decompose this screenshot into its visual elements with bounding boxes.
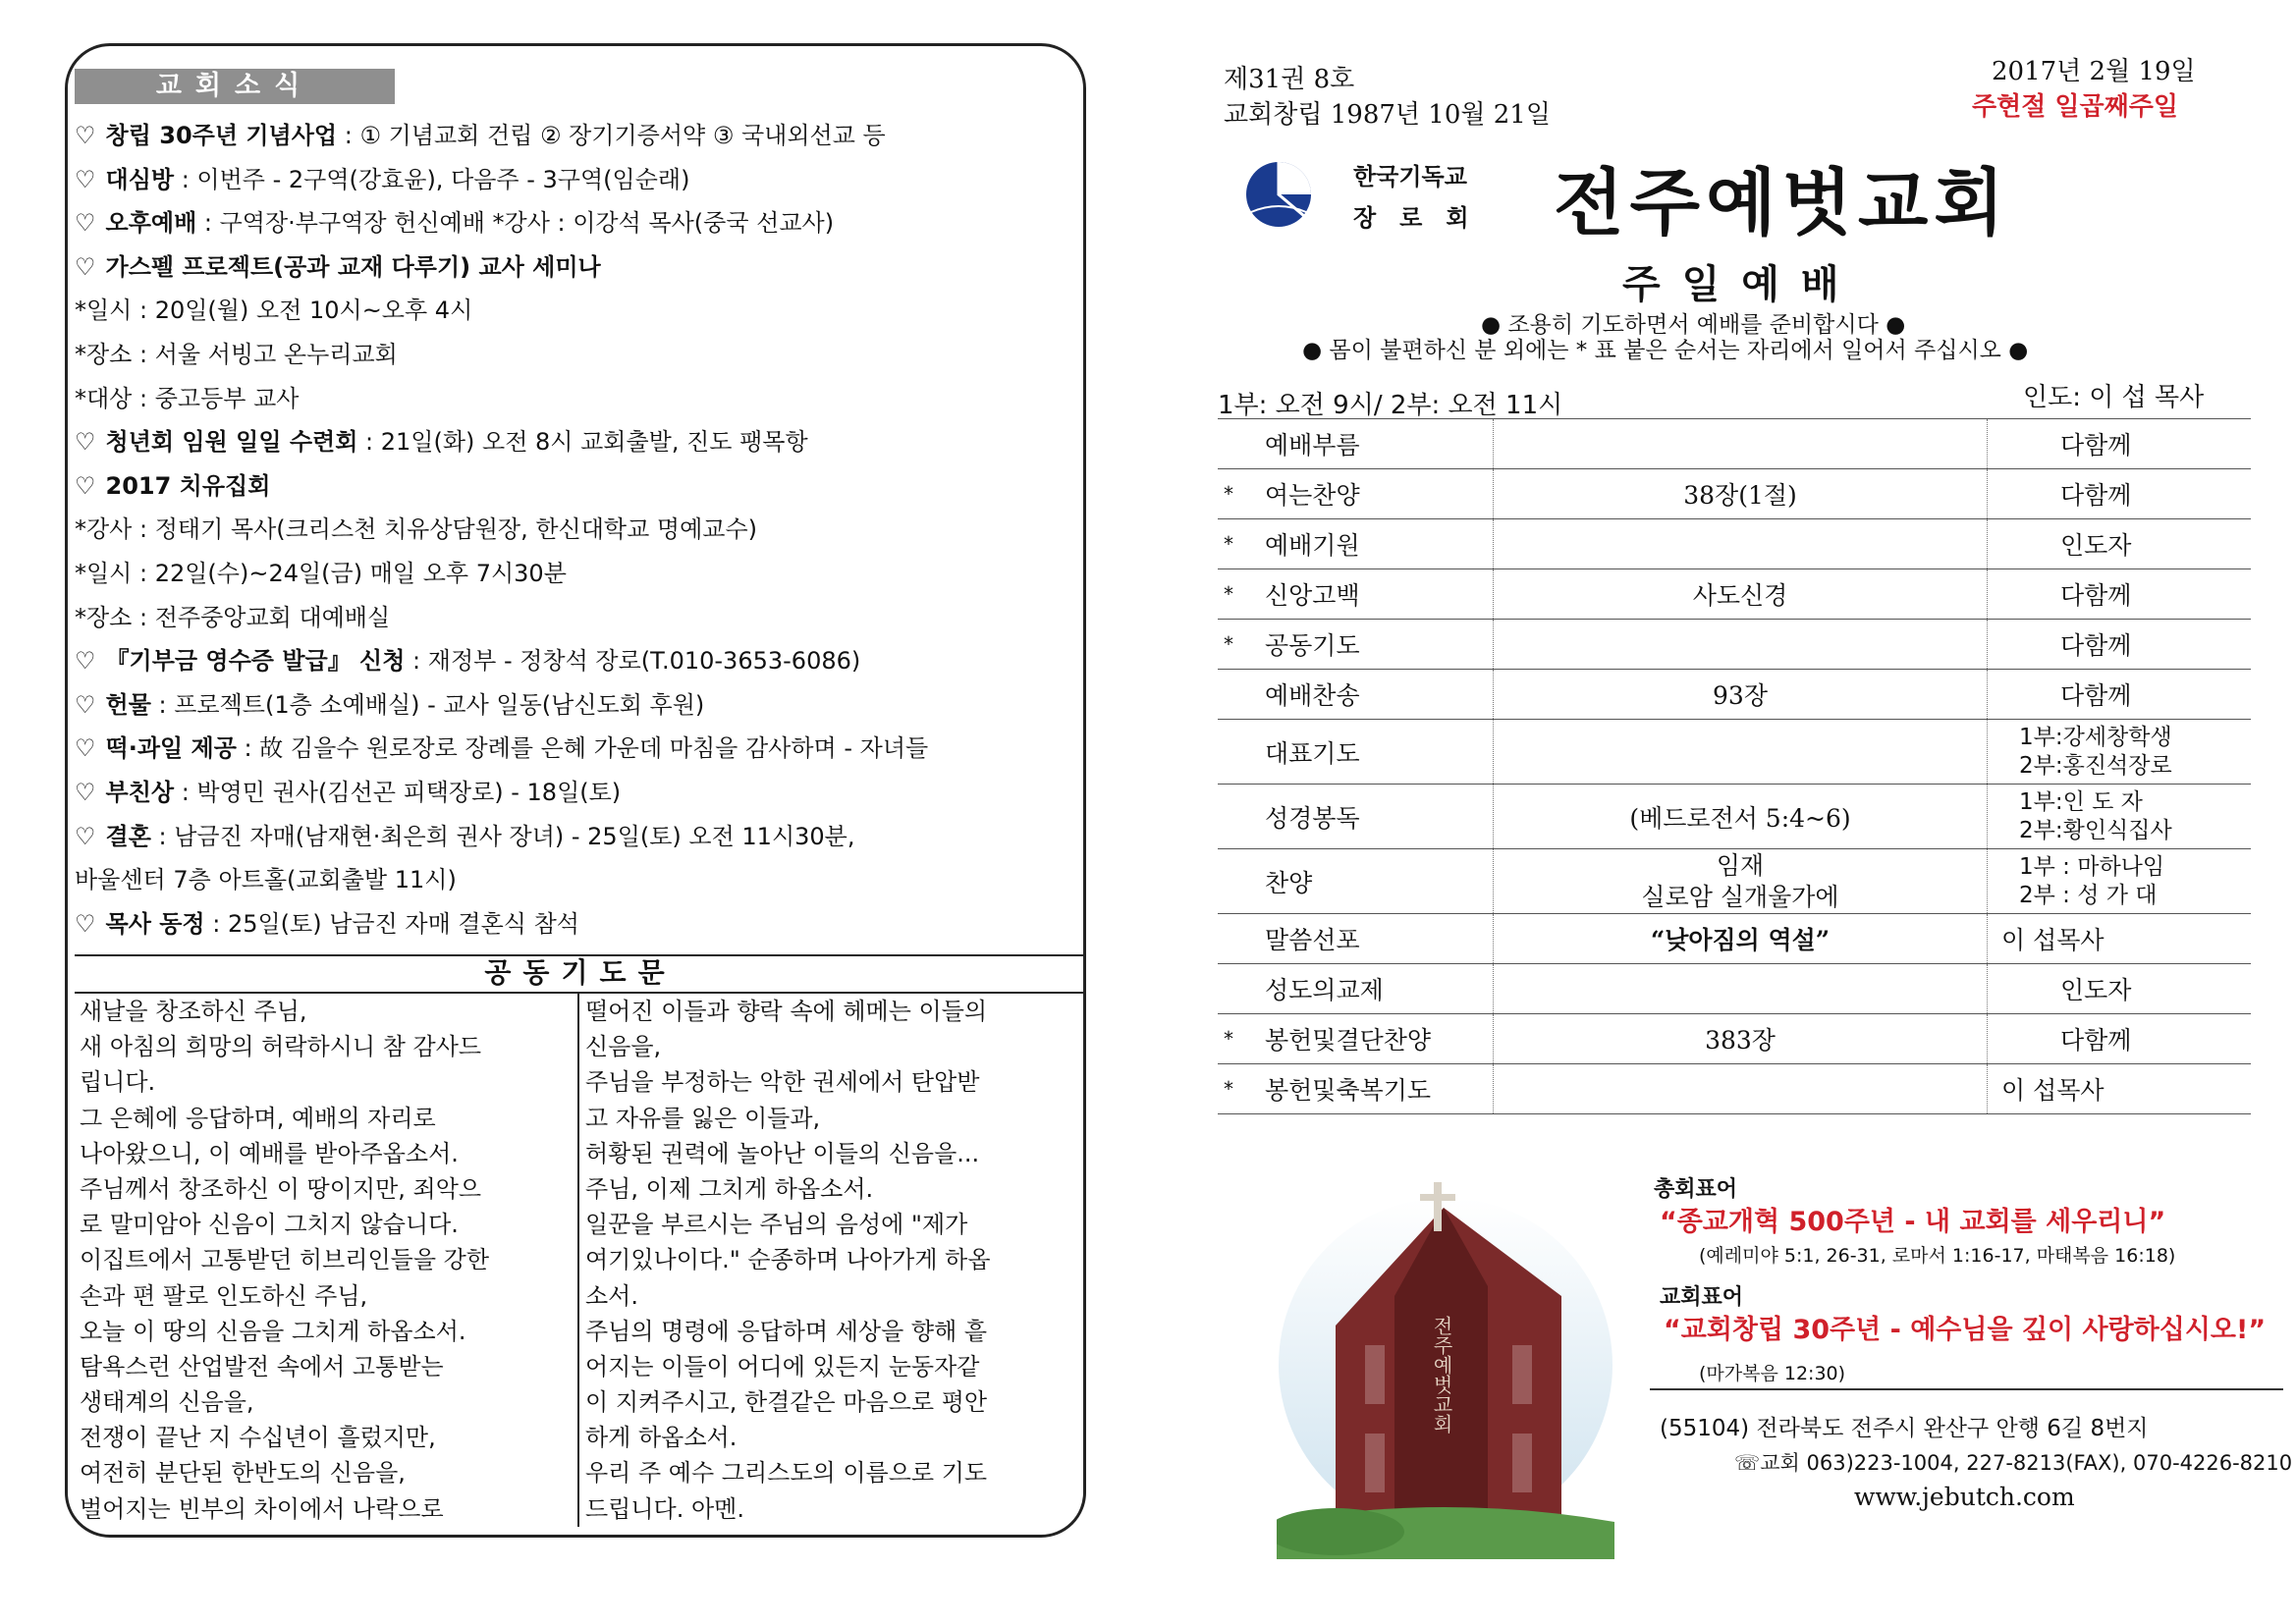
order-item-label: 찬양 <box>1265 868 1313 897</box>
news-item <box>75 245 1066 290</box>
assembly-motto-label: 총회표어 <box>1654 1177 1738 1202</box>
divider <box>1650 1388 2283 1390</box>
stand-marker <box>1218 964 1239 1014</box>
news-item-text: *일시 : 20일(월) 오전 10시~오후 4시 <box>75 297 473 325</box>
table-row <box>1218 720 2251 785</box>
stand-marker <box>1218 914 1239 964</box>
news-item <box>75 683 1066 728</box>
church-logo-icon <box>1245 161 1312 228</box>
order-item-content: 93장 <box>1494 670 1988 720</box>
stand-marker: * <box>1218 469 1239 519</box>
order-item-person: 다함께 <box>2060 581 2132 610</box>
stand-marker: * <box>1218 1064 1239 1114</box>
order-item-label: 말씀선포 <box>1265 926 1360 954</box>
prayer-title: 공동기도문 <box>484 956 677 989</box>
news-item <box>75 552 1066 596</box>
prayer-line: 여전히 분단된 한반도의 신음을, <box>80 1459 406 1488</box>
news-item-text: : ① 기념교회 건립 ② 장기기증서약 ③ 국내외선교 등 <box>337 122 886 149</box>
order-item-content <box>1494 519 1988 569</box>
news-item-text: : 프로젝트(1층 소예배실) - 교사 일동(남신도회 후원) <box>150 690 705 719</box>
order-item-person: 이 섭목사 <box>1988 914 2252 964</box>
stand-marker <box>1218 670 1239 720</box>
column-divider <box>577 992 579 1527</box>
order-of-worship-table <box>1218 418 2251 1114</box>
order-item-person: 다함께 <box>2060 681 2132 710</box>
prayer-line: 하게 하옵소서. <box>585 1424 738 1452</box>
issue-volume: 제31권 8호 <box>1224 65 1355 94</box>
order-item-content <box>1494 419 1988 469</box>
news-item-title: 청년회 임원 일일 수련회 <box>105 428 358 457</box>
news-item-text: *장소 : 서울 서빙고 온누리교회 <box>75 340 398 368</box>
heart-icon: ♡ <box>75 909 96 938</box>
service-times: 1부: 오전 9시/ 2부: 오전 11시 <box>1218 391 1563 420</box>
order-item-label: 예배기원 <box>1265 531 1360 560</box>
order-item-label: 성경봉독 <box>1265 803 1360 833</box>
order-item-person: 다함께 <box>2060 631 2132 660</box>
heart-icon: ♡ <box>75 209 96 238</box>
church-motto: “교회창립 30주년 - 예수님을 깊이 사랑하십시오!” <box>1664 1315 2267 1345</box>
stand-marker: * <box>1218 569 1239 620</box>
news-list <box>75 114 1066 946</box>
news-item-title: 2017 치유집회 <box>105 471 271 500</box>
order-item-person: 다함께 <box>2060 431 2132 460</box>
news-item <box>75 858 1066 902</box>
order-item-label: 신앙고백 <box>1265 581 1360 610</box>
news-item-title: 가스펠 프로젝트(공과 교재 다루기) 교사 세미나 <box>105 252 601 281</box>
news-item-text: : 재정부 - 정창석 장로(T.010-3653-6086) <box>405 647 861 676</box>
news-item-text: : 故 김을수 원로장로 장례를 은혜 가운데 마침을 감사하며 - 자녀들 <box>236 734 929 763</box>
church-motto-label: 교회표어 <box>1660 1285 1744 1310</box>
order-item-label: 봉헌및축복기도 <box>1265 1076 1432 1105</box>
worship-notice: ● 조용히 기도하면서 예배를 준비합시다 ● <box>1481 312 1906 338</box>
order-item-content: 38장(1절) <box>1494 469 1988 519</box>
denomination-line-1: 한국기독교 <box>1353 163 1467 190</box>
order-item-person: 2부 : 성 가 대 <box>2019 882 2158 908</box>
news-item <box>75 639 1066 683</box>
table-row <box>1218 569 2251 620</box>
news-item-text: : 25일(토) 남금진 자매 결혼식 참석 <box>204 909 579 938</box>
stand-marker: * <box>1218 519 1239 569</box>
order-item-content <box>1494 964 1988 1014</box>
news-item-text: *강사 : 정태기 목사(크리스천 치유상담원장, 한신대학교 명예교수) <box>75 515 757 544</box>
news-item-title: 오후예배 <box>105 209 197 238</box>
prayer-line: 주님, 이제 그치게 하옵소서. <box>585 1174 874 1203</box>
table-row <box>1218 620 2251 670</box>
prayer-column-right <box>585 994 1081 1527</box>
table-row <box>1218 964 2251 1014</box>
prayer-line: 나아왔으니, 이 예배를 받아주옵소서. <box>80 1139 459 1167</box>
news-item-text: 바울센터 7층 아트홀(교회출발 11시) <box>75 866 457 894</box>
prayer-line: 로 말미암아 신음이 그치지 않습니다. <box>80 1211 459 1239</box>
order-item-person: 2부:황인식집사 <box>2019 817 2172 843</box>
denomination-line-2: 장로회 <box>1353 204 1493 232</box>
prayer-line: 허황된 권력에 놀아난 이들의 신음을... <box>585 1139 980 1167</box>
prayer-line: 우리 주 예수 그리스도의 이름으로 기도 <box>585 1459 988 1488</box>
order-item-content: 실로암 실개울가에 <box>1641 882 1839 911</box>
news-header: 교회소식 <box>75 69 395 104</box>
order-item-person: 1부:인 도 자 <box>2019 788 2143 815</box>
prayer-line: 주님을 부정하는 악한 권세에서 탄압받 <box>585 1068 980 1097</box>
order-item-content: 사도신경 <box>1494 569 1988 620</box>
news-item-title: 목사 동정 <box>105 909 205 938</box>
assembly-motto: “종교개혁 500주년 - 내 교회를 세우리니” <box>1660 1207 2166 1237</box>
prayer-line: 벌어지는 빈부의 차이에서 나락으로 <box>80 1494 444 1523</box>
stand-marker <box>1218 785 1239 849</box>
news-item <box>75 377 1066 421</box>
church-website-link[interactable]: www.jebutch.com <box>1854 1483 2075 1511</box>
order-item-person: 이 섭목사 <box>1988 1064 2252 1114</box>
liturgical-season: 주현절 일곱째주일 <box>1972 92 2178 122</box>
church-building-image <box>1277 1178 1614 1559</box>
prayer-line: 손과 편 팔로 인도하신 주님, <box>80 1281 368 1310</box>
table-row <box>1218 1014 2251 1064</box>
news-item <box>75 289 1066 333</box>
stand-marker: * <box>1218 1014 1239 1064</box>
assembly-motto-reference: (예레미야 5:1, 26-31, 로마서 1:16-17, 마태복음 16:18) <box>1699 1245 2176 1267</box>
news-item-text: *일시 : 22일(수)~24일(금) 매일 오후 7시30분 <box>75 559 567 587</box>
news-item <box>75 902 1066 947</box>
prayer-line: 어지는 이들이 어디에 있든지 눈동자같 <box>585 1352 980 1380</box>
order-item-content: 383장 <box>1494 1014 1988 1064</box>
news-item <box>75 158 1066 202</box>
news-item-title: 부친상 <box>105 778 175 806</box>
founding-date: 교회창립 1987년 10월 21일 <box>1224 100 1551 130</box>
news-item <box>75 464 1066 509</box>
table-row <box>1218 419 2251 469</box>
news-item-text: : 21일(화) 오전 8시 교회출발, 진도 팽목항 <box>357 428 808 457</box>
prayer-line: 새 아침의 희망의 허락하시니 참 감사드 <box>80 1033 482 1061</box>
news-item <box>75 508 1066 552</box>
news-item-text: : 남금진 자매(남재현·최은희 권사 장녀) - 25일(토) 오전 11시30분, <box>150 822 855 850</box>
heart-icon: ♡ <box>75 122 96 149</box>
church-address: (55104) 전라북도 전주시 완산구 안행 6길 8번지 <box>1660 1416 2149 1441</box>
news-item <box>75 114 1066 158</box>
prayer-line: 새날을 창조하신 주님, <box>80 998 307 1025</box>
stand-marker: * <box>1218 620 1239 670</box>
order-item-person: 다함께 <box>2060 1026 2132 1055</box>
heart-icon: ♡ <box>75 252 96 281</box>
sermon-title: “낮아짐의 역설” <box>1494 914 1988 964</box>
news-item-title: 『기부금 영수증 발급』 신청 <box>105 647 406 676</box>
news-item-text: : 박영민 권사(김선곤 피택장로) - 18일(토) <box>174 778 622 806</box>
news-item <box>75 771 1066 815</box>
heart-icon: ♡ <box>75 165 96 193</box>
prayer-line: 일꾼을 부르시는 주님의 음성에 "제가 <box>585 1211 968 1239</box>
order-item-content: (베드로전서 5:4~6) <box>1494 785 1988 849</box>
order-item-person: 1부:강세창학생 <box>2019 724 2172 750</box>
order-item-label: 봉헌및결단찬양 <box>1265 1026 1432 1055</box>
prayer-line: 떨어진 이들과 향락 속에 헤메는 이들의 <box>585 998 988 1025</box>
prayer-line: 여기있나이다." 순종하며 나아가게 하옵 <box>585 1246 991 1274</box>
stand-marker <box>1218 419 1239 469</box>
heart-icon: ♡ <box>75 428 96 457</box>
church-name: 전주예벗교회 <box>1554 161 2010 245</box>
news-item <box>75 420 1066 464</box>
table-row <box>1218 519 2251 569</box>
stand-marker <box>1218 849 1239 914</box>
order-item-content <box>1494 1064 1988 1114</box>
news-item-title: 창립 30주년 기념사업 <box>105 122 338 149</box>
prayer-line: 이집트에서 고통받던 히브리인들을 강한 <box>80 1246 490 1274</box>
news-item-title: 결혼 <box>105 822 151 850</box>
stand-marker <box>1218 720 1239 785</box>
heart-icon: ♡ <box>75 647 96 676</box>
order-item-person: 다함께 <box>2060 481 2132 510</box>
service-date: 2017년 2월 19일 <box>1992 57 2196 86</box>
news-item <box>75 333 1066 377</box>
heart-icon: ♡ <box>75 778 96 806</box>
order-item-person: 인도자 <box>2060 976 2132 1004</box>
news-item-title: 헌물 <box>105 690 151 719</box>
order-item-label: 여는찬양 <box>1265 481 1360 510</box>
standing-notice: ● 몸이 불편하신 분 외에는 * 표 붙은 순서는 자리에서 일어서 주십시오 ● <box>1302 338 2029 363</box>
worship-title: 주일예배 <box>1622 262 1861 307</box>
prayer-line: 드립니다. 아멘. <box>585 1494 744 1523</box>
prayer-line: 전쟁이 끝난 지 수십년이 흘렀지만, <box>80 1424 436 1452</box>
heart-icon: ♡ <box>75 690 96 719</box>
table-row <box>1218 849 2251 914</box>
order-item-label: 예배찬송 <box>1265 681 1360 710</box>
church-phone: ☏교회 063)223-1004, 227-8213(FAX), 070-4226-8210 <box>1734 1451 2293 1475</box>
prayer-line: 주님께서 창조하신 이 땅이지만, 죄악으 <box>80 1174 482 1203</box>
order-item-person: 2부:홍진석장로 <box>2019 752 2172 779</box>
table-row <box>1218 785 2251 849</box>
prayer-line: 오늘 이 땅의 신음을 그치게 하옵소서. <box>80 1317 466 1345</box>
heart-icon: ♡ <box>75 822 96 850</box>
news-item-text: : 이번주 - 2구역(강효윤), 다음주 - 3구역(임순래) <box>174 165 690 193</box>
order-item-content: 임재 <box>1716 850 1765 880</box>
order-item-content <box>1494 720 1988 785</box>
news-item <box>75 727 1066 771</box>
prayer-column-left <box>80 994 575 1527</box>
prayer-line: 이 지켜주시고, 한결같은 마음으로 평안 <box>585 1388 988 1417</box>
news-item-text: : 구역장·부구역장 헌신예배 *강사 : 이강석 목사(중국 선교사) <box>196 209 835 238</box>
news-item-title: 대심방 <box>105 165 175 193</box>
building-sign: 전주예벗교회 <box>1430 1316 1453 1434</box>
news-item <box>75 815 1066 859</box>
order-item-label: 예배부름 <box>1265 431 1360 460</box>
prayer-line: 립니다. <box>80 1068 156 1097</box>
order-item-person: 인도자 <box>2060 531 2132 560</box>
table-row <box>1218 670 2251 720</box>
worship-leader: 인도: 이 섭 목사 <box>2023 383 2205 412</box>
news-item <box>75 201 1066 245</box>
prayer-line: 주님의 명령에 응답하며 세상을 향해 흩 <box>585 1317 988 1345</box>
order-item-person: 1부 : 마하나임 <box>2019 853 2165 880</box>
order-item-label: 공동기도 <box>1265 631 1360 660</box>
news-item <box>75 596 1066 640</box>
prayer-line: 그 은혜에 응답하며, 예배의 자리로 <box>80 1104 436 1132</box>
order-item-content <box>1494 620 1988 670</box>
table-row <box>1218 1064 2251 1114</box>
prayer-line: 고 자유를 잃은 이들과, <box>585 1104 821 1132</box>
prayer-line: 생태계의 신음을, <box>80 1388 254 1417</box>
church-motto-reference: (마가복음 12:30) <box>1699 1363 1846 1384</box>
heart-icon: ♡ <box>75 471 96 500</box>
common-prayer-section <box>75 954 1086 1529</box>
prayer-line: 신음을, <box>585 1033 662 1061</box>
prayer-line: 소서. <box>585 1281 638 1310</box>
order-item-label: 성도의교제 <box>1265 976 1384 1004</box>
heart-icon: ♡ <box>75 734 96 763</box>
order-item-label: 대표기도 <box>1265 738 1360 768</box>
table-row <box>1218 914 2251 964</box>
news-item-text: *장소 : 전주중앙교회 대예배실 <box>75 603 391 631</box>
news-item-text: *대상 : 중고등부 교사 <box>75 384 300 412</box>
table-row <box>1218 469 2251 519</box>
prayer-line: 탐욕스런 산업발전 속에서 고통받는 <box>80 1352 444 1380</box>
news-item-title: 떡·과일 제공 <box>105 734 237 763</box>
